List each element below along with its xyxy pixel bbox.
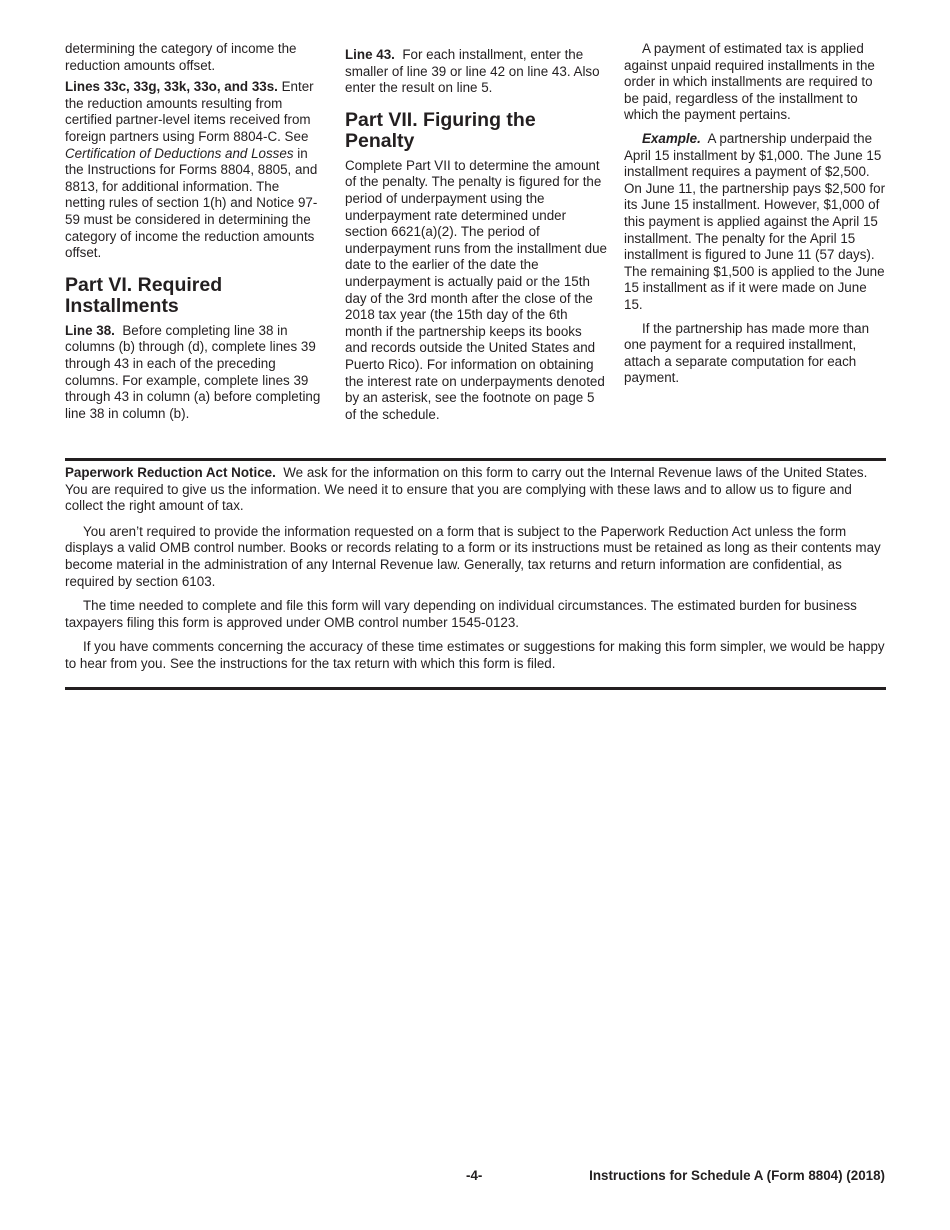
paragraph-line-43: Line 43. For each installment, enter the smaller of line 39 or line 42 on line 43. Also enter the result on line 5. — [345, 47, 600, 96]
divider-bottom — [65, 687, 886, 690]
divider-top — [65, 458, 886, 461]
notice-paragraph-3: The time needed to complete and file this form will vary depending on individual circumstances. The estimated burden for business taxpayers filing this form is approved under OMB control number 1545-0123. — [65, 598, 857, 630]
notice-paragraph-4: If you have comments concerning the accuracy of these time estimates or suggestions for making this form simpler, we would be happy to hear from you. See the instructions for the tax return with which this form is filed. — [65, 639, 885, 671]
paragraph-payment-applied: A payment of estimated tax is applied against unpaid required installments in the order in which installments are required to be paid, regardless of the installment to which the payment pertains. — [624, 41, 875, 123]
paragraph-lines-33: Lines 33c, 33g, 33k, 33o, and 33s. Enter the reduction amounts resulting from certified partner-level items received from foreign partners using Form 8804-C. See Certification of Deductions and Losses in the Instructions for Forms 8804, 8805, and 8813, for additional information. The netting rules of section 1(h) and Notice 97-59 must be considered in determining the category of income the reduction amounts offset. — [65, 79, 318, 261]
paragraph-continued: determining the category of income the reduction amounts offset. — [65, 41, 297, 73]
column-3 — [624, 41, 886, 392]
notice-heading: Paperwork Reduction Act Notice. — [65, 465, 276, 480]
paperwork-reduction-notice — [65, 465, 886, 681]
notice-paragraph-2: You aren’t required to provide the information requested on a form that is subject to the Paperwork Reduction Act unless the form displays a valid OMB control number. Books or records relating to a form or its instructions must be retained as long as their contents may become material in the administration of any Internal Revenue law. Generally, tax returns and return information are confidential, as required by section 6103. — [65, 523, 881, 589]
part-vi-heading: Part VI. Required Installments — [65, 273, 223, 317]
document-title: Instructions for Schedule A (Form 8804) (2018) — [589, 1168, 885, 1183]
column-2 — [345, 41, 607, 428]
paragraph-line-38: Line 38. Before completing line 38 in columns (b) through (d), complete lines 39 through 43 in each of the preceding columns. For example, complete lines 39 through 43 in column (a) before completing line 38 in column (b). — [65, 322, 321, 421]
notice-paragraph-1: Paperwork Reduction Act Notice. We ask for the information on this form to carry out the Internal Revenue laws of the United States. You are required to give us the information. We need it to ensure that you are complying with these laws and to allow us to figure and collect the right amount of tax. — [65, 465, 868, 514]
line-38-heading: Line 38. — [65, 322, 115, 338]
paragraph-example: Example. A partnership underpaid the April 15 installment by $1,000. The June 15 installment requires a payment of $2,500. On June 11, the partnership pays $2,500 for its June 15 installment. However, $1,000 of this payment is applied against the April 15 installment. The penalty for the April 15 installment is figured to June 11 (57 days). The remaining $1,500 is applied to the June 15 installment as if it were made on June 15. — [624, 130, 886, 312]
paragraph-part-vii: Complete Part VII to determine the amount of the penalty. The penalty is figured for the period of underpayment using the underpayment rate determined under section 6621(a)(2). The period of underpayment runs from the installment due date to the earlier of the date the underpayment is actually paid or the 15th day of the 3rd month after the close of the 2018 tax year (the 15th day of the 6th month if the partnership keeps its books and records outside the United States and Puerto Rico). For information on obtaining the interest rate on underpayments denoted by an asterisk, see the footnote on page 5 of the schedule. — [345, 157, 608, 422]
part-vii-heading: Part VII. Figuring the Penalty — [345, 108, 536, 152]
example-heading: Example. — [642, 130, 701, 146]
italic-reference: Certification of Deductions and Losses — [65, 145, 294, 161]
paragraph-multiple-payments: If the partnership has made more than one payment for a required installment, attach a separate computation for each payment. — [624, 320, 870, 386]
column-1 — [65, 41, 323, 427]
line-43-heading: Line 43. — [345, 47, 395, 62]
page-number: -4- — [466, 1168, 483, 1183]
lines-33-heading: Lines 33c, 33g, 33k, 33o, and 33s. — [65, 79, 278, 95]
